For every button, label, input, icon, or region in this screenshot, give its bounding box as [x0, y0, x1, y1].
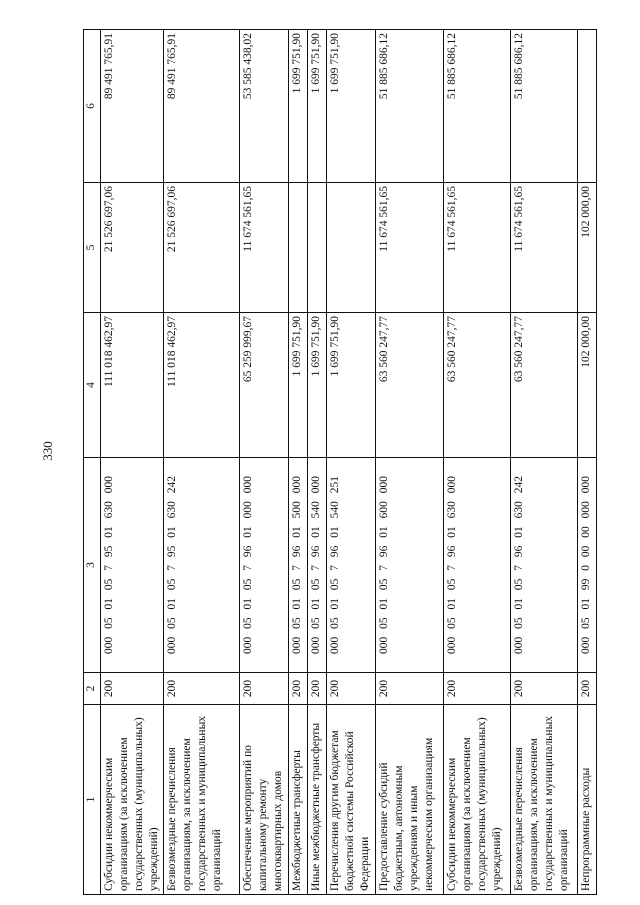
row-col4: 111 018 462,97	[164, 313, 240, 458]
row-name: Непрограммные расходы	[578, 705, 597, 895]
row-col4: 1 699 751,90	[289, 313, 308, 458]
column-header: 4	[84, 313, 101, 458]
row-col5: 21 526 697,06	[164, 183, 240, 313]
column-header: 2	[84, 673, 101, 705]
row-col5: 11 674 561,65	[511, 183, 578, 313]
table-row	[308, 30, 327, 895]
row-indicator: 200	[101, 673, 164, 705]
row-code: 000 05 01 05 7 96 01 630 000	[444, 458, 511, 673]
row-col4: 63 560 247,77	[444, 313, 511, 458]
row-col6: 89 491 765,91	[164, 30, 240, 183]
row-col6: 1 699 751,90	[289, 30, 308, 183]
row-col5	[289, 183, 308, 313]
table-row	[578, 30, 597, 895]
row-col6	[578, 30, 597, 183]
row-indicator: 200	[511, 673, 578, 705]
row-col6: 1 699 751,90	[308, 30, 327, 183]
budget-table	[83, 29, 597, 895]
row-name: Обеспечение мероприятий по капитальному ремонту многоквартирных домов	[240, 705, 289, 895]
row-name: Межбюджетные трансферты	[289, 705, 308, 895]
row-code: 000 05 01 05 7 96 01 000 000	[240, 458, 289, 673]
row-col4: 63 560 247,77	[376, 313, 444, 458]
page-number: 330	[39, 441, 55, 461]
column-number-row	[84, 30, 101, 895]
column-header: 5	[84, 183, 101, 313]
table-row	[101, 30, 164, 895]
row-code: 000 05 01 05 7 96 01 540 251	[327, 458, 376, 673]
row-col4: 111 018 462,97	[101, 313, 164, 458]
row-code: 000 05 01 99 0 00 00 000 000	[578, 458, 597, 673]
row-col6: 51 885 686,12	[511, 30, 578, 183]
row-name: Иные межбюджетные трансферты	[308, 705, 327, 895]
column-header: 6	[84, 30, 101, 183]
rotated-page	[83, 30, 597, 895]
row-code: 000 05 01 05 7 96 01 500 000	[289, 458, 308, 673]
row-col5: 102 000,00	[578, 183, 597, 313]
row-col6: 51 885 686,12	[444, 30, 511, 183]
row-name: Безвозмездные перечисления организациям, за исключением государственных и муниципальных организаций	[511, 705, 578, 895]
row-indicator: 200	[578, 673, 597, 705]
table-row	[240, 30, 289, 895]
table-row	[511, 30, 578, 895]
table-row	[444, 30, 511, 895]
row-col4: 63 560 247,77	[511, 313, 578, 458]
row-name: Предоставление субсидий бюджетным, автономным учреждениям и иным некоммерческим организациям	[376, 705, 444, 895]
row-col4: 102 000,00	[578, 313, 597, 458]
table-row	[289, 30, 308, 895]
row-name: Безвозмездные перечисления организациям, за исключением государственных и муниципальных организаций	[164, 705, 240, 895]
row-indicator: 200	[376, 673, 444, 705]
table-row	[164, 30, 240, 895]
row-code: 000 05 01 05 7 95 01 630 242	[164, 458, 240, 673]
row-code: 000 05 01 05 7 96 01 540 000	[308, 458, 327, 673]
row-code: 000 05 01 05 7 96 01 630 242	[511, 458, 578, 673]
row-name: Субсидии некоммерческим организациям (за исключением государственных (муниципальных) учреждений)	[444, 705, 511, 895]
row-indicator: 200	[240, 673, 289, 705]
row-col4: 1 699 751,90	[308, 313, 327, 458]
row-name: Субсидии некоммерческим организациям (за исключением государственных (муниципальных) учреждений)	[101, 705, 164, 895]
row-col5: 11 674 561,65	[444, 183, 511, 313]
row-col4: 1 699 751,90	[327, 313, 376, 458]
row-indicator: 200	[444, 673, 511, 705]
table-row	[376, 30, 444, 895]
column-header: 1	[84, 705, 101, 895]
row-col4: 65 259 999,67	[240, 313, 289, 458]
row-col5	[327, 183, 376, 313]
row-col6: 53 585 438,02	[240, 30, 289, 183]
row-code: 000 05 01 05 7 95 01 630 000	[101, 458, 164, 673]
row-col6: 1 699 751,90	[327, 30, 376, 183]
column-header: 3	[84, 458, 101, 673]
row-indicator: 200	[308, 673, 327, 705]
row-col5: 11 674 561,65	[240, 183, 289, 313]
row-indicator: 200	[164, 673, 240, 705]
row-col6: 89 491 765,91	[101, 30, 164, 183]
row-name: Перечисления другим бюджетам бюджетной системы Российской Федерации	[327, 705, 376, 895]
table-row	[327, 30, 376, 895]
row-indicator: 200	[289, 673, 308, 705]
row-col5: 21 526 697,06	[101, 183, 164, 313]
row-indicator: 200	[327, 673, 376, 705]
row-col5: 11 674 561,65	[376, 183, 444, 313]
row-code: 000 05 01 05 7 96 01 600 000	[376, 458, 444, 673]
row-col6: 51 885 686,12	[376, 30, 444, 183]
row-col5	[308, 183, 327, 313]
